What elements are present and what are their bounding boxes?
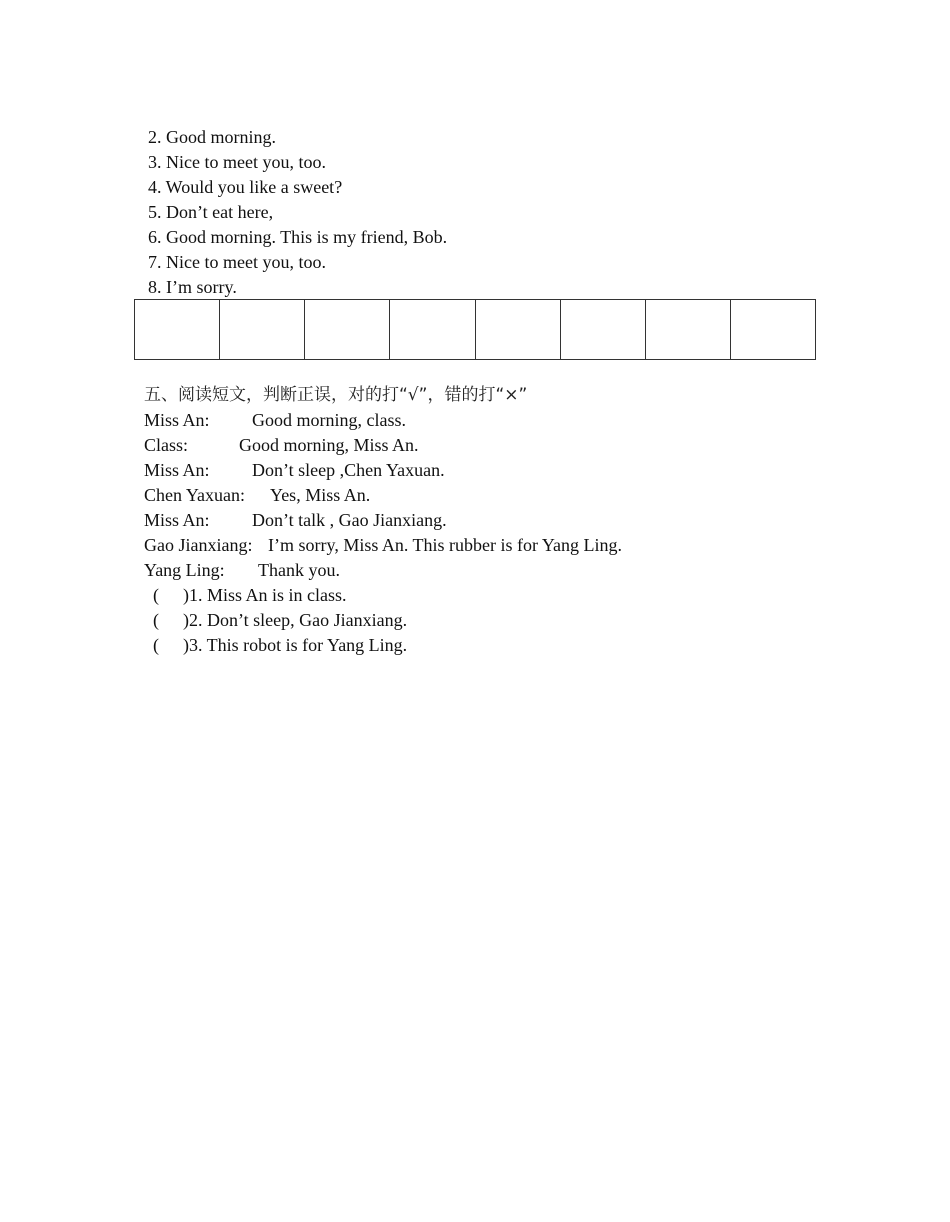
answer-cell-7[interactable] — [645, 300, 730, 360]
list-item: 8. I’m sorry. — [148, 277, 237, 297]
list-item: 5. Don’t eat here, — [148, 202, 274, 222]
dialogue-line — [144, 433, 844, 458]
speaker-label: Miss An: — [144, 460, 210, 480]
question-text: )1. Miss An is in class. — [183, 585, 347, 605]
dialogue-text: Good morning, Miss An. — [239, 435, 419, 455]
dialogue-text: Don’t talk , Gao Jianxiang. — [252, 510, 447, 530]
dialogue-text: Don’t sleep ,Chen Yaxuan. — [252, 460, 445, 480]
dialogue-line — [144, 508, 844, 533]
dialogue-text: I’m sorry, Miss An. This rubber is for Yang Ling. — [268, 535, 622, 555]
speaker-label: Miss An: — [144, 410, 210, 430]
speaker-label: Yang Ling: — [144, 560, 225, 580]
dialogue-text: Thank you. — [258, 560, 340, 580]
section-title: 五、阅读短文，判断正误，对的打“√”，错的打“×” — [144, 385, 528, 405]
dialogue-line — [144, 483, 844, 508]
answer-cell-5[interactable] — [475, 300, 560, 360]
sentence-list — [148, 125, 447, 300]
answer-blank[interactable]: ( — [153, 610, 159, 630]
reading-section — [144, 383, 844, 658]
list-item: 2. Good morning. — [148, 127, 276, 147]
answer-cell-1[interactable] — [135, 300, 220, 360]
question-line — [144, 608, 844, 633]
dialogue-line — [144, 408, 844, 433]
question-text: )3. This robot is for Yang Ling. — [183, 635, 408, 655]
question-text: )2. Don’t sleep, Gao Jianxiang. — [183, 610, 408, 630]
dialogue-line — [144, 558, 844, 583]
list-item: 6. Good morning. This is my friend, Bob. — [148, 227, 448, 247]
answer-table — [134, 299, 816, 360]
question-line — [144, 633, 844, 658]
speaker-label: Miss An: — [144, 510, 210, 530]
dialogue-text: Good morning, class. — [252, 410, 406, 430]
speaker-label: Class: — [144, 435, 189, 455]
answer-blank[interactable]: ( — [153, 585, 159, 605]
dialogue-line — [144, 458, 844, 483]
list-item: 4. Would you like a sweet? — [148, 177, 343, 197]
list-item: 7. Nice to meet you, too. — [148, 252, 326, 272]
answer-cell-3[interactable] — [305, 300, 390, 360]
answer-blank[interactable]: ( — [153, 635, 159, 655]
answer-cell-8[interactable] — [730, 300, 815, 360]
question-line — [144, 583, 844, 608]
answer-cell-4[interactable] — [390, 300, 475, 360]
speaker-label: Chen Yaxuan: — [144, 485, 246, 505]
answer-cell-6[interactable] — [560, 300, 645, 360]
dialogue-text: Yes, Miss An. — [270, 485, 371, 505]
dialogue-line — [144, 533, 844, 558]
answer-cell-2[interactable] — [220, 300, 305, 360]
table-row — [135, 300, 816, 360]
list-item: 3. Nice to meet you, too. — [148, 152, 326, 172]
speaker-label: Gao Jianxiang: — [144, 535, 253, 555]
